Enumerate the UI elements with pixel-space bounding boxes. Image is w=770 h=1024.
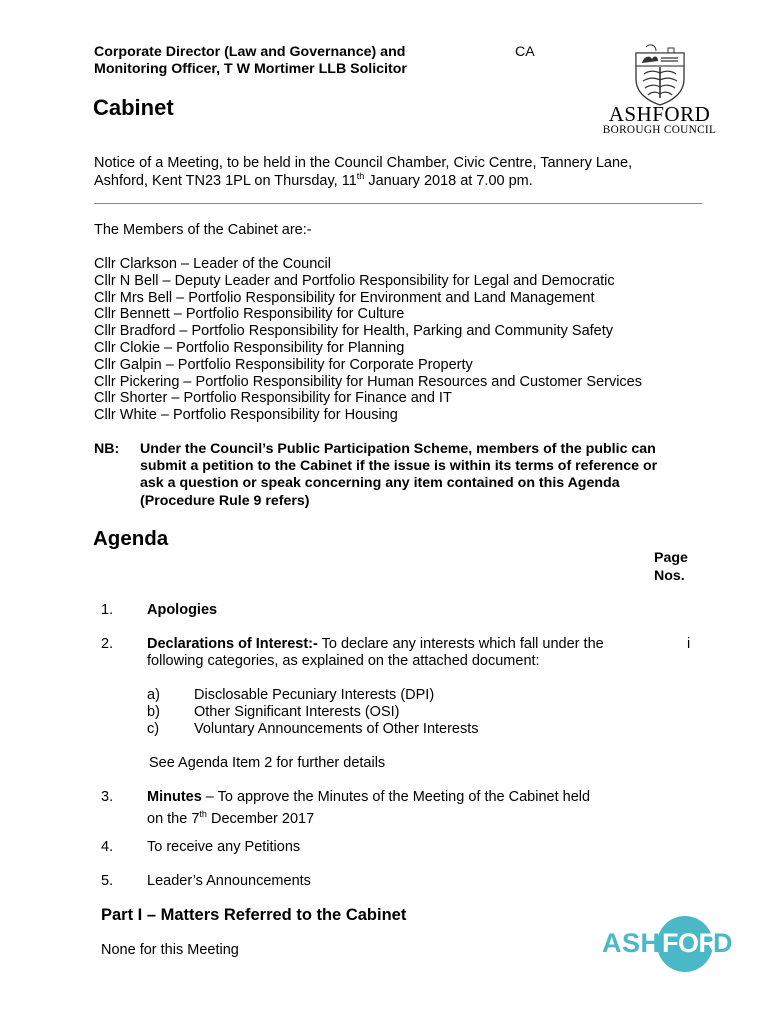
logo-name: ASHFORD [608,102,711,126]
page-nos-header [654,550,688,585]
item-petitions: To receive any Petitions [147,839,301,855]
page-label: Page [654,550,688,566]
agenda-heading: Agenda [93,527,169,550]
minutes-line-1 [147,789,667,806]
notice-line-2 [94,172,714,190]
member-item: Cllr Pickering – Portfolio Responsibility for Human Resources and Customer Services [94,373,642,390]
member-item: Cllr Shorter – Portfolio Responsibility for Finance and IT [94,390,452,407]
nb-text [140,441,720,510]
part-one-heading: Part I – Matters Referred to the Cabinet [101,906,407,924]
notice-date-post: January 2018 at 7.00 pm. [364,173,533,189]
member-item: Cllr N Bell – Deputy Leader and Portfolio Responsibility for Legal and Democratic [94,272,615,289]
sub-item-voluntary: Voluntary Announcements of Other Interests [194,721,479,737]
notice-date-sup: th [356,171,365,182]
nb-line: (Procedure Rule 9 refers) [140,492,310,509]
minutes-date-post: December 2017 [206,810,315,827]
members-intro: The Members of the Cabinet are:- [94,222,312,238]
ashford-brand-logo [602,915,742,973]
item-number: 5. [101,873,114,889]
document-title: Cabinet [93,95,174,120]
sub-letter: a) [147,687,160,703]
brand-d: D [713,928,733,958]
declarations-line-2: following categories, as explained on the attached document: [147,653,540,669]
minutes-date-pre: on the 7 [147,810,200,827]
nb-notice [94,441,734,513]
minutes-date-sup: th [199,809,207,819]
sub-item-osi: Other Significant Interests (OSI) [194,704,400,720]
page-number: i [687,636,691,652]
nb-line: submit a petition to the Cabinet if the issue is within its terms of reference or [140,458,658,475]
item-number: 4. [101,839,114,855]
item-number: 2. [101,636,114,652]
item-leaders-announcements: Leader’s Announcements [147,873,311,889]
officer-heading [94,44,407,78]
member-item: Cllr White – Portfolio Responsibility for Housing [94,407,398,424]
nb-line: ask a question or speak concerning any item contained on this Agenda [140,475,620,492]
notice-date-pre: Ashford, Kent TN23 1PL on Thursday, 11 [94,173,357,189]
officer-line-1: Corporate Director (Law and Governance) and [94,44,406,60]
nb-label: NB: [94,441,120,457]
member-item: Cllr Galpin – Portfolio Responsibility for Corporate Property [94,356,473,373]
logo-subtitle: BOROUGH COUNCIL [602,124,717,136]
item-declarations [147,636,647,670]
nb-line: Under the Council’s Public Participation Scheme, members of the public can [140,441,656,457]
nos-label: Nos. [654,567,685,584]
sub-letter: b) [147,704,160,720]
declarations-title: Declarations of Interest:- [147,636,318,652]
council-crest-icon [630,43,690,107]
committee-ref: CA [515,44,535,60]
brand-ford: FOR [662,928,718,958]
item-number: 3. [101,789,114,805]
member-item: Cllr Bennett – Portfolio Responsibility for Culture [94,306,405,323]
brand-ash: ASH [602,928,661,958]
members-list [94,256,642,424]
declarations-text: To declare any interests which fall under the [317,636,604,652]
divider [94,203,702,204]
notice-line-1: Notice of a Meeting, to be held in the Council Chamber, Civic Centre, Tannery Lane, [94,155,633,171]
item-minutes [147,789,667,828]
member-item: Cllr Bradford – Portfolio Responsibility for Health, Parking and Community Safety [94,323,614,340]
meeting-notice [94,154,714,190]
see-item-note: See Agenda Item 2 for further details [149,755,386,771]
minutes-title: Minutes [147,789,202,805]
member-item: Cllr Mrs Bell – Portfolio Responsibility for Environment and Land Management [94,289,595,306]
sub-letter: c) [147,721,160,737]
minutes-line-2 [147,806,667,828]
item-apologies: Apologies [147,602,218,618]
minutes-text: – To approve the Minutes of the Meeting of the Cabinet held [201,789,591,805]
council-logo [598,104,721,137]
item-number: 1. [101,602,114,618]
declarations-line-1 [147,636,647,653]
member-item: Cllr Clokie – Portfolio Responsibility for Planning [94,339,405,356]
part-one-none: None for this Meeting [101,942,239,958]
member-item: Cllr Clarkson – Leader of the Council [94,256,331,272]
sub-item-dpi: Disclosable Pecuniary Interests (DPI) [194,687,435,703]
officer-line-2: Monitoring Officer, T W Mortimer LLB Solicitor [94,61,407,77]
